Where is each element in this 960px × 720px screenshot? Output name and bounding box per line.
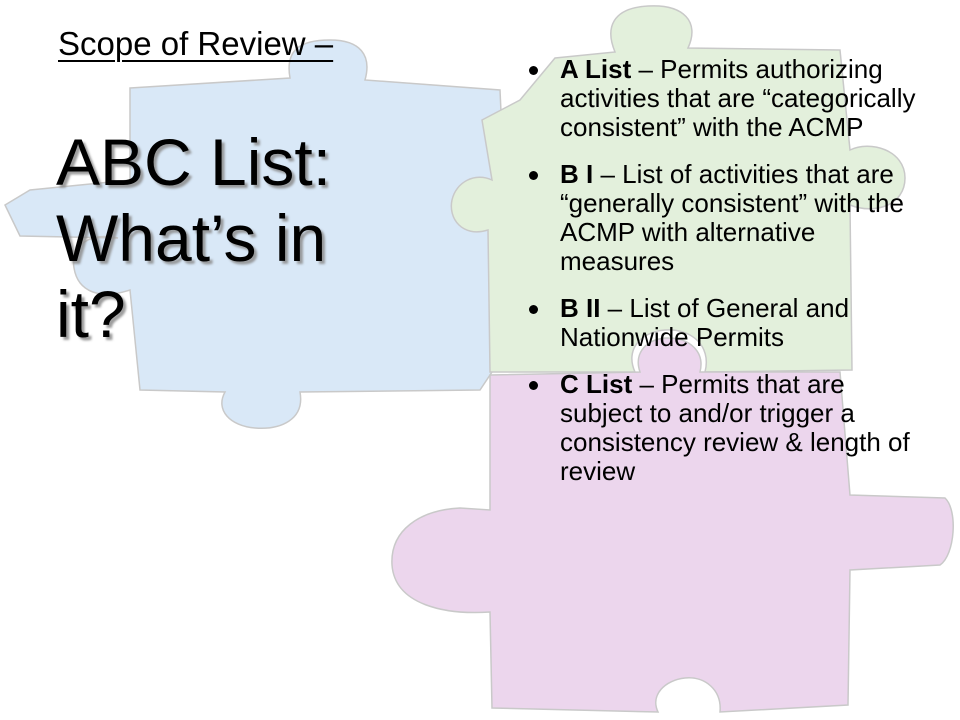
bullet-text: – List of activities that are “generally consistent” with the ACMP with alternative measures: [560, 159, 904, 276]
title-line: ABC List:: [56, 125, 332, 199]
bullet-item-b-ii: [522, 294, 927, 352]
bullet-dot-icon: [529, 66, 538, 75]
bullet-text: – Permits that are subject to and/or trigger a consistency review & length of review: [560, 369, 910, 486]
bullet-item-a-list: [522, 55, 927, 142]
bullet-dot-icon: [529, 381, 538, 390]
title-line: What’s in: [56, 201, 327, 275]
bullet-term: C List: [560, 369, 633, 399]
bullet-dot-icon: [529, 305, 538, 314]
bullet-text: – List of General and Nationwide Permits: [560, 293, 850, 352]
bullet-dot-icon: [529, 171, 538, 180]
bullet-item-b-i: [522, 160, 927, 276]
slide-title: [56, 124, 476, 352]
bullet-term: B II: [560, 293, 601, 323]
bullet-term: B I: [560, 159, 594, 189]
bullet-text: – Permits authorizing activities that are “categorically consistent” with the ACMP: [560, 54, 916, 142]
bullet-item-c-list: [522, 370, 927, 486]
bullet-term: A List: [560, 54, 632, 84]
slide-subtitle: Scope of Review –: [58, 25, 334, 62]
bullet-list: [522, 55, 927, 504]
title-line: it?: [56, 277, 126, 351]
